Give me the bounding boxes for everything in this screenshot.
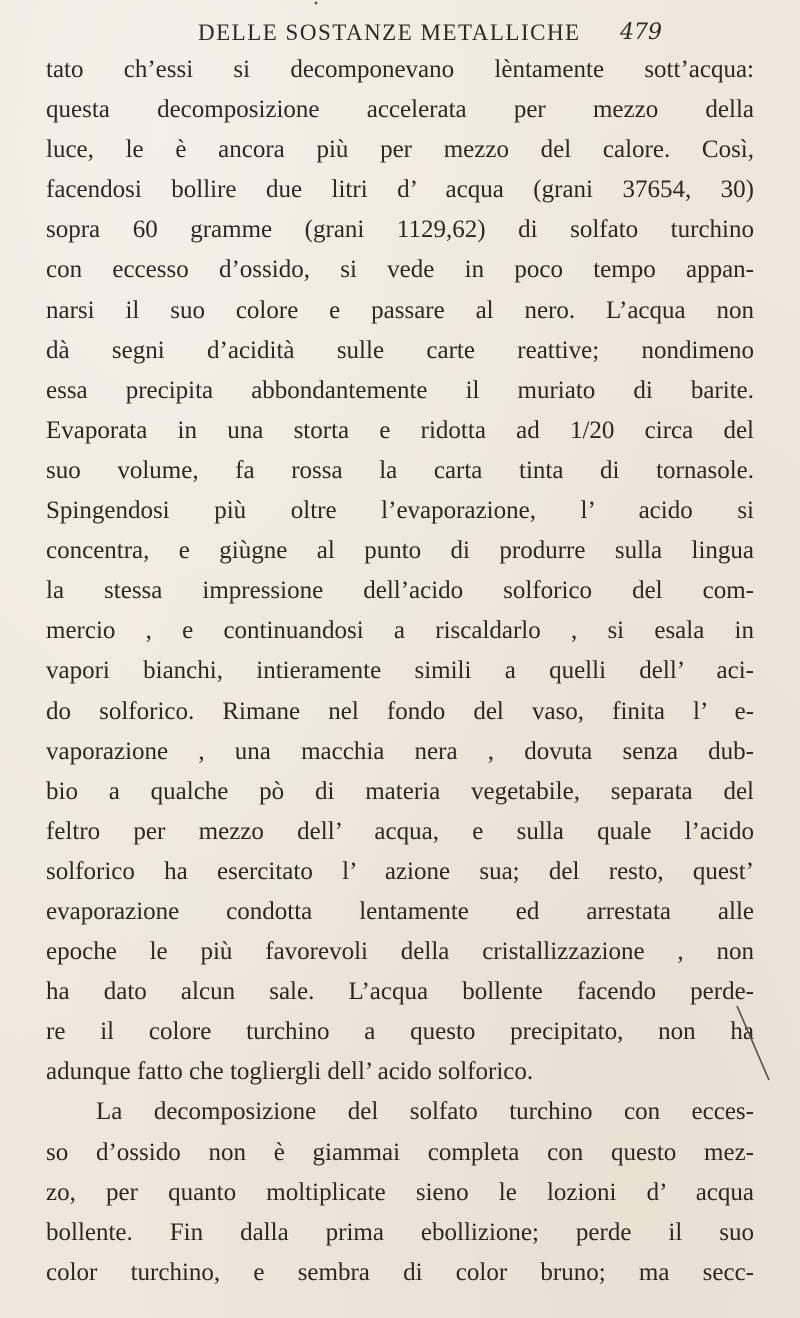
page-number: 479 — [620, 20, 662, 45]
text-line: dà segni d’acidità sulle carte reattive; nondimeno — [46, 336, 754, 364]
text-line: Spingendosi più oltre l’evaporazione, l’ acido si — [46, 497, 754, 525]
text-line: la stessa impressione dell’acido solforico del com- — [46, 577, 754, 605]
text-line: Evaporata in una storta e ridotta ad 1/20 circa del — [46, 416, 754, 444]
paragraph-start-line: La decomposizione del solfato turchino con ecces- — [96, 1098, 754, 1126]
text-line: con eccesso d’ossido, si vede in poco tempo appan- — [46, 256, 754, 284]
text-line: tato ch’essi si decomponevano lèntamente sott’acqua: — [46, 56, 754, 83]
ink-speck — [313, 0, 319, 6]
text-line: concentra, e giùgne al punto di produrre sulla lingua — [46, 537, 754, 565]
text-line: bio a qualche pò di materia vegetabile, separata del — [46, 777, 754, 805]
text-line: feltro per mezzo dell’ acqua, e sulla quale l’acido — [46, 817, 754, 845]
running-title: DELLE SOSTANZE METALLICHE — [198, 20, 581, 45]
text-line: color turchino, e sembra di color bruno; ma secc- — [46, 1258, 754, 1286]
text-line: vapori bianchi, intieramente simili a quelli dell’ aci- — [46, 657, 754, 685]
text-line: so d’ossido non è giammai completa con questo mez- — [46, 1138, 754, 1166]
text-line: do solforico. Rimane nel fondo del vaso, finita l’ e- — [46, 697, 754, 725]
text-line: solforico ha esercitato l’ azione sua; del resto, quest’ — [46, 857, 754, 885]
text-line: vaporazione , una macchia nera , dovuta senza dub- — [46, 737, 754, 765]
text-line: adunque fatto che togliergli dell’ acido solforico. — [46, 1058, 534, 1086]
text-line: narsi il suo colore e passare al nero. L’acqua non — [46, 296, 754, 324]
text-line: ha dato alcun sale. L’acqua bollente facendo perde- — [46, 978, 754, 1006]
body-text — [46, 50, 754, 1293]
text-line: mercio , e continuandosi a riscaldarlo , si esala in — [46, 617, 754, 645]
text-line: re il colore turchino a questo precipitato, non ha — [46, 1018, 754, 1046]
page-header — [0, 18, 800, 48]
text-line: evaporazione condotta lentamente ed arrestata alle — [46, 897, 754, 925]
text-line: bollente. Fin dalla prima ebollizione; perde il suo — [46, 1218, 754, 1246]
text-line: luce, le è ancora più per mezzo del calore. Così, — [46, 136, 754, 164]
text-line: epoche le più favorevoli della cristallizzazione , non — [46, 938, 754, 966]
text-line: facendosi bollire due litri d’ acqua (grani 37654, 30) — [46, 176, 754, 204]
text-line: questa decomposizione accelerata per mezzo della — [46, 96, 754, 124]
text-line: essa precipita abbondantemente il muriato di barite. — [46, 376, 754, 404]
text-line: sopra 60 gramme (grani 1129,62) di solfato turchino — [46, 216, 754, 244]
text-line: suo volume, fa rossa la carta tinta di tornasole. — [46, 456, 754, 484]
pencil-mark — [733, 1004, 773, 1084]
text-line: zo, per quanto moltiplicate sieno le lozioni d’ acqua — [46, 1178, 754, 1206]
